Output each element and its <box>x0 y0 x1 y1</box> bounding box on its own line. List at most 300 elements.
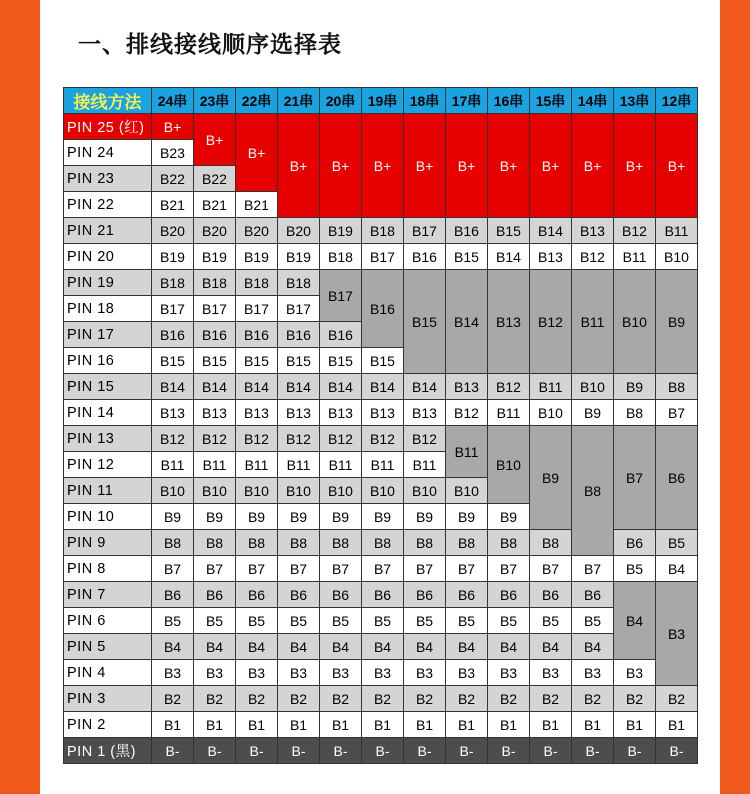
table-cell: B8 <box>614 400 656 426</box>
table-cell: B7 <box>530 556 572 582</box>
table-cell: B2 <box>572 686 614 712</box>
table-cell: B16 <box>152 322 194 348</box>
table-cell: B1 <box>404 712 446 738</box>
table-cell: B12 <box>152 426 194 452</box>
b-minus-cell: B- <box>530 738 572 764</box>
table-cell: B9 <box>614 374 656 400</box>
pin-label: PIN 8 <box>64 556 152 582</box>
table-cell: B17 <box>152 296 194 322</box>
table-cell: B5 <box>320 608 362 634</box>
pin-label: PIN 6 <box>64 608 152 634</box>
table-cell: B19 <box>320 218 362 244</box>
table-row <box>64 244 698 270</box>
table-cell: B7 <box>404 556 446 582</box>
table-cell: B3 <box>530 660 572 686</box>
table-cell: B5 <box>488 608 530 634</box>
table-cell: B13 <box>530 244 572 270</box>
header-series: 13串 <box>614 88 656 114</box>
table-cell: B1 <box>362 712 404 738</box>
b-plus-cell: B+ <box>572 114 614 218</box>
table-cell: B12 <box>446 400 488 426</box>
b-plus-cell: B+ <box>446 114 488 218</box>
table-row <box>64 556 698 582</box>
table-cell: B19 <box>194 244 236 270</box>
table-cell: B9 <box>446 504 488 530</box>
table-cell: B7 <box>572 556 614 582</box>
header-series: 23串 <box>194 88 236 114</box>
table-cell: B2 <box>194 686 236 712</box>
table-cell: B3 <box>362 660 404 686</box>
table-cell: B14 <box>236 374 278 400</box>
table-cell: B12 <box>488 374 530 400</box>
pin-label: PIN 22 <box>64 192 152 218</box>
table-cell: B12 <box>194 426 236 452</box>
pin-label: PIN 13 <box>64 426 152 452</box>
table-cell: B10 <box>152 478 194 504</box>
table-cell: B4 <box>404 634 446 660</box>
table-cell: B20 <box>236 218 278 244</box>
wiring-sequence-table <box>63 87 698 764</box>
table-cell: B12 <box>362 426 404 452</box>
header-series: 19串 <box>362 88 404 114</box>
table-cell: B12 <box>404 426 446 452</box>
table-cell: B2 <box>530 686 572 712</box>
table-cell: B1 <box>194 712 236 738</box>
b-minus-cell: B- <box>194 738 236 764</box>
b-plus-cell: B+ <box>278 114 320 218</box>
table-cell: B7 <box>614 426 656 530</box>
table-cell: B1 <box>236 712 278 738</box>
table-row <box>64 686 698 712</box>
table-cell: B7 <box>152 556 194 582</box>
table-row <box>64 608 698 634</box>
table-cell: B5 <box>194 608 236 634</box>
table-cell: B21 <box>152 192 194 218</box>
b-plus-cell: B+ <box>320 114 362 218</box>
table-row <box>64 634 698 660</box>
table-cell: B9 <box>530 426 572 530</box>
table-cell: B6 <box>320 582 362 608</box>
table-cell: B3 <box>152 660 194 686</box>
b-minus-cell: B- <box>236 738 278 764</box>
table-row <box>64 426 698 452</box>
table-cell: B15 <box>446 244 488 270</box>
table-row <box>64 738 698 764</box>
table-cell: B18 <box>194 270 236 296</box>
table-cell: B20 <box>278 218 320 244</box>
table-cell: B15 <box>488 218 530 244</box>
table-cell: B1 <box>614 712 656 738</box>
table-cell: B5 <box>362 608 404 634</box>
b-minus-cell: B- <box>572 738 614 764</box>
table-cell: B9 <box>194 504 236 530</box>
table-cell: B7 <box>236 556 278 582</box>
table-cell: B18 <box>152 270 194 296</box>
table-cell: B21 <box>236 192 278 218</box>
table-cell: B15 <box>236 348 278 374</box>
table-cell: B9 <box>488 504 530 530</box>
table-cell: B11 <box>236 452 278 478</box>
header-series: 17串 <box>446 88 488 114</box>
table-cell: B16 <box>320 322 362 348</box>
table-cell: B13 <box>236 400 278 426</box>
b-minus-cell: B- <box>278 738 320 764</box>
table-cell: B11 <box>152 452 194 478</box>
table-row <box>64 712 698 738</box>
table-cell: B15 <box>362 348 404 374</box>
table-cell: B9 <box>404 504 446 530</box>
b-plus-cell: B+ <box>236 114 278 192</box>
table-row <box>64 400 698 426</box>
table-cell: B14 <box>404 374 446 400</box>
pin-label: PIN 3 <box>64 686 152 712</box>
table-cell: B17 <box>320 270 362 322</box>
table-cell: B4 <box>320 634 362 660</box>
table-cell: B10 <box>446 478 488 504</box>
table-cell: B4 <box>614 582 656 660</box>
table-cell: B4 <box>236 634 278 660</box>
table-cell: B2 <box>404 686 446 712</box>
table-cell: B5 <box>614 556 656 582</box>
table-cell: B19 <box>278 244 320 270</box>
table-cell: B14 <box>488 244 530 270</box>
table-cell: B12 <box>530 270 572 374</box>
table-cell: B13 <box>362 400 404 426</box>
table-cell: B9 <box>656 270 698 374</box>
table-cell: B13 <box>572 218 614 244</box>
table-cell: B3 <box>572 660 614 686</box>
pin-label: PIN 16 <box>64 348 152 374</box>
b-minus-cell: B- <box>446 738 488 764</box>
table-cell: B1 <box>488 712 530 738</box>
table-cell: B16 <box>236 322 278 348</box>
table-cell: B8 <box>152 530 194 556</box>
table-cell: B13 <box>404 400 446 426</box>
table-cell: B6 <box>572 582 614 608</box>
table-cell: B1 <box>278 712 320 738</box>
table-cell: B10 <box>362 478 404 504</box>
table-cell: B2 <box>614 686 656 712</box>
table-cell: B10 <box>614 270 656 374</box>
table-cell: B9 <box>236 504 278 530</box>
table-cell: B4 <box>362 634 404 660</box>
table-cell: B10 <box>488 426 530 504</box>
table-cell: B6 <box>278 582 320 608</box>
table-cell: B7 <box>656 400 698 426</box>
table-cell: B13 <box>446 374 488 400</box>
table-cell: B4 <box>488 634 530 660</box>
table-cell: B16 <box>278 322 320 348</box>
table-row <box>64 218 698 244</box>
table-cell: B18 <box>278 270 320 296</box>
table-cell: B6 <box>656 426 698 530</box>
table-cell: B17 <box>236 296 278 322</box>
table-cell: B2 <box>446 686 488 712</box>
pin-label: PIN 18 <box>64 296 152 322</box>
table-cell: B17 <box>404 218 446 244</box>
table-cell: B9 <box>152 504 194 530</box>
table-cell: B15 <box>152 348 194 374</box>
table-cell: B2 <box>236 686 278 712</box>
pin-label: PIN 19 <box>64 270 152 296</box>
pin-label: PIN 9 <box>64 530 152 556</box>
table-cell: B5 <box>236 608 278 634</box>
pin-label: PIN 21 <box>64 218 152 244</box>
b-plus-cell: B+ <box>362 114 404 218</box>
table-cell: B3 <box>656 582 698 686</box>
pin-label: PIN 12 <box>64 452 152 478</box>
table-cell: B14 <box>362 374 404 400</box>
table-cell: B14 <box>152 374 194 400</box>
table-cell: B13 <box>194 400 236 426</box>
b-minus-cell: B- <box>320 738 362 764</box>
header-series: 21串 <box>278 88 320 114</box>
table-cell: B6 <box>362 582 404 608</box>
table-cell: B8 <box>572 426 614 556</box>
pin-label: PIN 14 <box>64 400 152 426</box>
table-cell: B1 <box>152 712 194 738</box>
b-plus-cell: B+ <box>488 114 530 218</box>
table-cell: B16 <box>194 322 236 348</box>
table-cell: B14 <box>194 374 236 400</box>
header-series: 20串 <box>320 88 362 114</box>
table-cell: B11 <box>614 244 656 270</box>
table-cell: B8 <box>530 530 572 556</box>
table-cell: B8 <box>488 530 530 556</box>
table-cell: B8 <box>446 530 488 556</box>
pin-label: PIN 23 <box>64 166 152 192</box>
table-cell: B6 <box>236 582 278 608</box>
b-minus-cell: B- <box>614 738 656 764</box>
table-cell: B6 <box>614 530 656 556</box>
table-cell: B4 <box>446 634 488 660</box>
table-cell: B17 <box>278 296 320 322</box>
pin-label: PIN 2 <box>64 712 152 738</box>
table-cell: B6 <box>194 582 236 608</box>
table-cell: B11 <box>194 452 236 478</box>
table-cell: B9 <box>320 504 362 530</box>
table-cell: B1 <box>572 712 614 738</box>
table-cell: B5 <box>446 608 488 634</box>
header-series: 14串 <box>572 88 614 114</box>
table-row <box>64 582 698 608</box>
table-cell: B15 <box>404 270 446 374</box>
table-cell: B13 <box>488 270 530 374</box>
pin-label: PIN 5 <box>64 634 152 660</box>
table-cell: B16 <box>362 270 404 348</box>
table-cell: B9 <box>572 400 614 426</box>
table-cell: B8 <box>236 530 278 556</box>
table-cell: B11 <box>530 374 572 400</box>
header-method: 接线方法 <box>64 88 152 114</box>
b-plus-cell: B+ <box>194 114 236 166</box>
table-cell: B9 <box>278 504 320 530</box>
table-cell: B6 <box>488 582 530 608</box>
table-cell: B12 <box>572 244 614 270</box>
table-cell: B8 <box>278 530 320 556</box>
table-cell: B18 <box>320 244 362 270</box>
table-cell: B16 <box>404 244 446 270</box>
table-cell: B1 <box>446 712 488 738</box>
table-cell: B6 <box>152 582 194 608</box>
header-series: 18串 <box>404 88 446 114</box>
table-cell: B2 <box>320 686 362 712</box>
table-cell: B3 <box>194 660 236 686</box>
table-cell: B12 <box>614 218 656 244</box>
table-cell: B8 <box>320 530 362 556</box>
table-cell: B10 <box>320 478 362 504</box>
table-cell: B5 <box>278 608 320 634</box>
b-plus-cell: B+ <box>152 114 194 140</box>
table-cell: B21 <box>194 192 236 218</box>
table-cell: B5 <box>404 608 446 634</box>
table-cell: B1 <box>656 712 698 738</box>
table-cell: B3 <box>278 660 320 686</box>
pin-label: PIN 10 <box>64 504 152 530</box>
header-series: 24串 <box>152 88 194 114</box>
table-cell: B11 <box>362 452 404 478</box>
pin-label: PIN 4 <box>64 660 152 686</box>
table-cell: B22 <box>152 166 194 192</box>
table-cell: B7 <box>194 556 236 582</box>
table-cell: B6 <box>530 582 572 608</box>
table-cell: B10 <box>656 244 698 270</box>
table-cell: B15 <box>278 348 320 374</box>
table-cell: B22 <box>194 166 236 192</box>
b-minus-cell: B- <box>152 738 194 764</box>
table-cell: B9 <box>362 504 404 530</box>
header-row <box>64 88 698 114</box>
table-cell: B3 <box>320 660 362 686</box>
table-cell: B3 <box>488 660 530 686</box>
table-cell: B17 <box>194 296 236 322</box>
table-cell: B3 <box>236 660 278 686</box>
table-cell: B13 <box>152 400 194 426</box>
pin-label: PIN 20 <box>64 244 152 270</box>
table-cell: B1 <box>320 712 362 738</box>
table-cell: B8 <box>362 530 404 556</box>
table-cell: B12 <box>320 426 362 452</box>
pin-label: PIN 15 <box>64 374 152 400</box>
table-cell: B20 <box>194 218 236 244</box>
header-series: 16串 <box>488 88 530 114</box>
table-cell: B10 <box>236 478 278 504</box>
b-plus-cell: B+ <box>530 114 572 218</box>
table-cell: B5 <box>152 608 194 634</box>
b-plus-cell: B+ <box>404 114 446 218</box>
table-row <box>64 270 698 296</box>
table-cell: B15 <box>320 348 362 374</box>
table-cell: B3 <box>614 660 656 686</box>
table-cell: B14 <box>446 270 488 374</box>
table-cell: B20 <box>152 218 194 244</box>
table-row <box>64 114 698 140</box>
b-minus-cell: B- <box>488 738 530 764</box>
table-row <box>64 374 698 400</box>
b-plus-cell: B+ <box>614 114 656 218</box>
table-cell: B13 <box>320 400 362 426</box>
header-series: 15串 <box>530 88 572 114</box>
table-cell: B8 <box>404 530 446 556</box>
table-cell: B8 <box>194 530 236 556</box>
table-cell: B5 <box>530 608 572 634</box>
table-cell: B3 <box>404 660 446 686</box>
table-cell: B1 <box>530 712 572 738</box>
b-minus-cell: B- <box>362 738 404 764</box>
table-cell: B4 <box>278 634 320 660</box>
table-cell: B13 <box>278 400 320 426</box>
table-cell: B2 <box>152 686 194 712</box>
table-cell: B18 <box>236 270 278 296</box>
table-cell: B2 <box>278 686 320 712</box>
table-cell: B3 <box>446 660 488 686</box>
table-cell: B7 <box>278 556 320 582</box>
table-cell: B11 <box>404 452 446 478</box>
table-cell: B7 <box>488 556 530 582</box>
table-cell: B11 <box>572 270 614 374</box>
table-cell: B7 <box>362 556 404 582</box>
table-cell: B19 <box>152 244 194 270</box>
table-cell: B11 <box>656 218 698 244</box>
table-cell: B7 <box>320 556 362 582</box>
table-cell: B11 <box>488 400 530 426</box>
table-cell: B12 <box>236 426 278 452</box>
pin-label: PIN 24 <box>64 140 152 166</box>
table-cell: B2 <box>488 686 530 712</box>
table-cell: B11 <box>320 452 362 478</box>
pin-label: PIN 25 (红) <box>64 114 152 140</box>
table-cell: B10 <box>530 400 572 426</box>
b-minus-cell: B- <box>404 738 446 764</box>
table-cell: B18 <box>362 218 404 244</box>
table-cell: B10 <box>194 478 236 504</box>
table-cell: B23 <box>152 140 194 166</box>
table-cell: B19 <box>236 244 278 270</box>
table-cell: B12 <box>278 426 320 452</box>
pin-label: PIN 11 <box>64 478 152 504</box>
table-cell: B10 <box>404 478 446 504</box>
table-cell: B14 <box>278 374 320 400</box>
table-cell: B14 <box>530 218 572 244</box>
table-cell: B4 <box>572 634 614 660</box>
pin-label: PIN 7 <box>64 582 152 608</box>
header-series: 12串 <box>656 88 698 114</box>
table-cell: B4 <box>530 634 572 660</box>
table-cell: B10 <box>572 374 614 400</box>
page-title: 一、排线接线顺序选择表 <box>78 32 342 58</box>
table-cell: B2 <box>656 686 698 712</box>
table-cell: B15 <box>194 348 236 374</box>
b-plus-cell: B+ <box>656 114 698 218</box>
table-row <box>64 660 698 686</box>
table-cell: B17 <box>362 244 404 270</box>
table-cell: B5 <box>572 608 614 634</box>
table-cell: B6 <box>404 582 446 608</box>
table-cell: B5 <box>656 530 698 556</box>
pin-label: PIN 17 <box>64 322 152 348</box>
b-minus-cell: B- <box>656 738 698 764</box>
table-cell: B2 <box>362 686 404 712</box>
table-cell: B4 <box>194 634 236 660</box>
table-cell: B10 <box>278 478 320 504</box>
table-cell: B6 <box>446 582 488 608</box>
table-cell: B7 <box>446 556 488 582</box>
table-cell: B8 <box>656 374 698 400</box>
table-cell: B14 <box>320 374 362 400</box>
pin-label: PIN 1 (黑) <box>64 738 152 764</box>
header-series: 22串 <box>236 88 278 114</box>
table-cell: B16 <box>446 218 488 244</box>
